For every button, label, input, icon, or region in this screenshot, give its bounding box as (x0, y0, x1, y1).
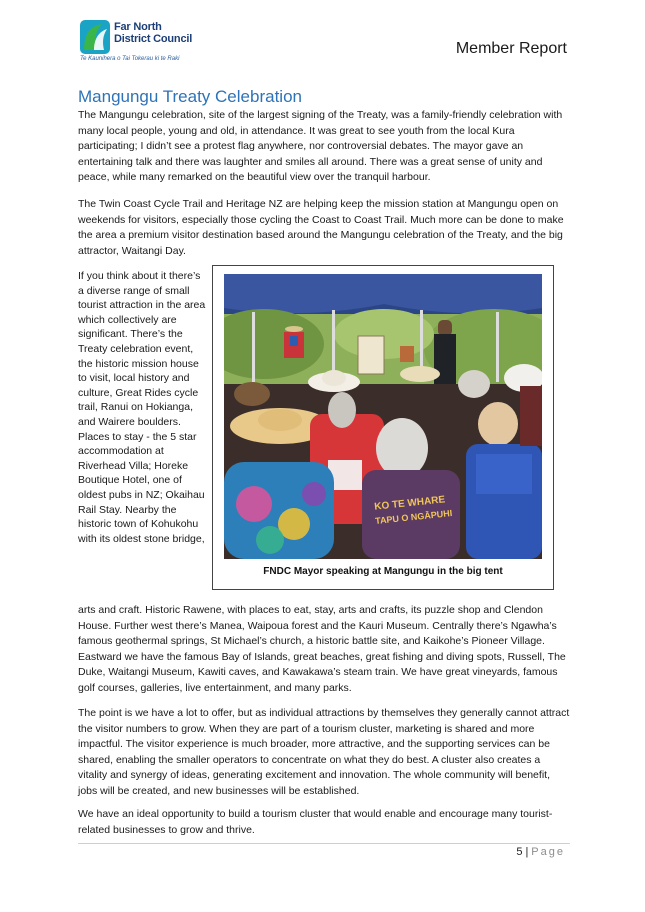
paragraph-celebration: The Mangungu celebration, site of the largest signing of the Treaty, was a family-friendly celebration with many local people, young and old, in attendance. It was great to see youth from the local Kura participating; I didn’t see a protest flag anywhere, nor controversial debates. The mayor gave an entertaining talk and there was laughter and smiles all around. There was a great sense of unity and peace, while many remarked on the beautiful view over the tranquil harbour. (78, 109, 563, 183)
paragraph-attractions-continued: arts and craft. Historic Rawene, with places to eat, stay, arts and crafts, its puzzle shop and Clendon House. Further west there’s Manea, Waipoua forest and the Kauri Museum. Centrally there’s Ngawha’s famous geothermal springs, St Michael’s church, a historic battle site, and Kaikohe’s Pioneer Village. Eastward we have the famous Bay of Islands, great beaches, great fishing and diving spots, Russell, The Duke, Waitangi Museum, Kawiti caves, and Kawakawa’s steam train. We have great vineyards, famous golf courses, galleries, live entertainment, and many parks. (78, 604, 566, 694)
council-logo-icon (80, 20, 110, 54)
page-number-separator: | (525, 846, 529, 858)
council-tagline: Te Kaunihera o Tai Tokerau ki te Raki (80, 56, 180, 62)
event-photo (224, 274, 542, 559)
footer-divider (78, 843, 570, 844)
paragraph-opportunity: We have an ideal opportunity to build a tourism cluster that would enable and encourage many tourist-related businesses to grow and thrive. (78, 808, 553, 836)
council-name-line1: Far North (114, 21, 162, 33)
council-logo (80, 20, 210, 66)
paragraph-tourism-cluster: The point is we have a lot to offer, but as individual attractions by themselves they generally cannot attract the visitor numbers to grow. When they are part of a tourism cluster, marketing is shared and more impactful. The visitor experience is much broader, more attractive, and the supporting services can be shared, enabling the smaller operators to concentrate on what they do best. A cluster also creates a vitality and synergy of ideas, generating excitement and innovation. The whole community will benefit, jobs will be created, and new businesses will be established. (78, 707, 570, 797)
paragraph-cycle-trail: The Twin Coast Cycle Trail and Heritage NZ are helping keep the mission station at Mangungu open on weekends for visitors, especially those cycling the Coast to Coast Trail. Much more can be done to make the area a premium visitor destination based around the Mangungu celebration of the Treaty, and the big attractor, Waitangi Day. (78, 198, 564, 257)
council-name (114, 21, 192, 45)
paragraph-attractions-wrap: If you think about it there’s a diverse range of small tourist attraction in the area which collectively are significant. There’s the Treaty celebration event, the historic mission house to visit, local history and culture, Great Rides cycle trail, Ranui on Hokianga, and Wairere boulders. Places to stay - the 5 star accommodation at Riverhead Villa; Horeke Boutique Hotel, one of oldest pubs in NZ; Okaihau Rail Stay. Nearby the historic town of Kohukohu with its oldest stone bridge, (78, 270, 206, 545)
page-word: Page (531, 846, 565, 858)
report-label: Member Report (455, 40, 567, 57)
photo-caption: FNDC Mayor speaking at Mangungu in the big tent (263, 566, 503, 577)
tent-crowd-illustration (224, 274, 542, 559)
page-title: Mangungu Treaty Celebration (78, 87, 302, 106)
shirt-text-line2: TAPU O NGĀPUHI (374, 508, 453, 527)
page-number (516, 846, 565, 858)
photo-figure (212, 265, 554, 590)
shirt-text-line1: KO TE WHARE (373, 494, 446, 513)
page-number-value: 5 (516, 846, 523, 858)
council-name-line2: District Council (114, 33, 193, 45)
